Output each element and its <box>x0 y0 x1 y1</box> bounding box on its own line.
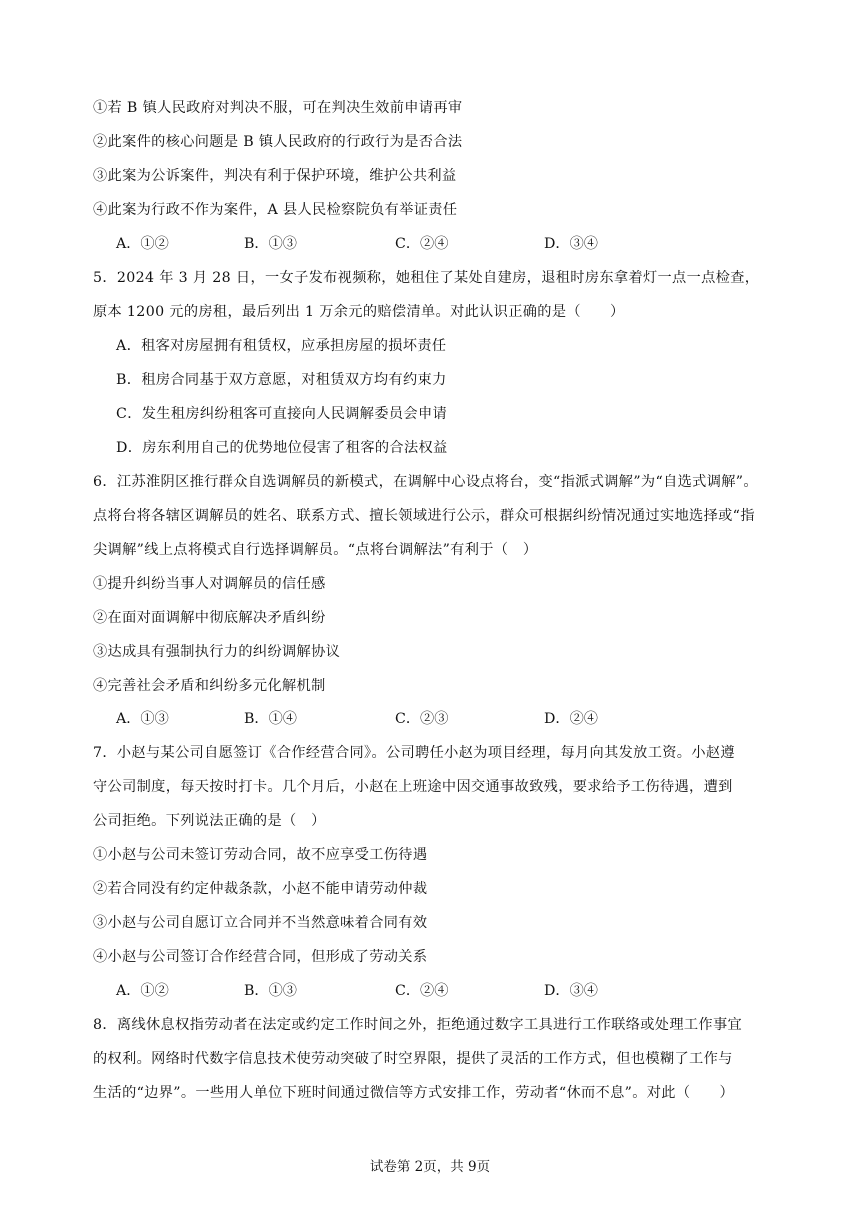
question-6-text: 点将台将各辖区调解员的姓名、联系方式、擅长领域进行公示，群众可根据纠纷情况通过实地选择或“指 <box>93 508 755 524</box>
statement-line: ①提升纠纷当事人对调解员的信任感 <box>93 576 326 592</box>
question-6-text: 尖调解”线上点将模式自行选择调解员。“点将台调解法”有利于（ ） <box>93 542 538 558</box>
option-d: D．③④ <box>544 236 598 252</box>
statement-line: ①小赵与公司未签订劳动合同，故不应享受工伤待遇 <box>93 847 428 863</box>
question-8-text: 8．离线休息权指劳动者在法定或约定工作时间之外，拒绝通过数字工具进行工作联络或处理工作事宜 <box>93 1017 743 1033</box>
option-c: C．②④ <box>395 236 449 252</box>
option-b: B．①④ <box>244 711 297 727</box>
option-d: D．房东利用自己的优势地位侵害了租客的合法权益 <box>116 440 448 456</box>
option-b: B．①③ <box>244 236 297 252</box>
option-c: C．发生租房纠纷租客可直接向人民调解委员会申请 <box>116 406 448 422</box>
question-7-text: 7．小赵与某公司自愿签订《合作经营合同》。公司聘任小赵为项目经理，每月向其发放工资。小赵遵 <box>93 745 735 761</box>
statement-line: ②在面对面调解中彻底解决矛盾纠纷 <box>93 610 326 626</box>
option-a: A．①③ <box>116 711 169 727</box>
option-a: A．租客对房屋拥有租赁权，应承担房屋的损坏责任 <box>116 338 447 354</box>
statement-line: ④此案为行政不作为案件，A 县人民检察院负有举证责任 <box>93 202 458 218</box>
statement-line: ④小赵与公司签订合作经营合同，但形成了劳动关系 <box>93 949 428 965</box>
question-5-text: 原本 1200 元的房租，最后列出 1 万余元的赔偿清单。对此认识正确的是（ ） <box>93 304 625 320</box>
statement-line: ②此案件的核心问题是 B 镇人民政府的行政行为是否合法 <box>93 134 463 150</box>
page-footer: 试卷第 2页，共 9页 <box>369 1159 491 1175</box>
statement-line: ③小赵与公司自愿订立合同并不当然意味着合同有效 <box>93 915 428 931</box>
option-d: D．③④ <box>544 983 598 999</box>
option-c: C．②③ <box>395 711 449 727</box>
question-8-text: 的权利。网络时代数字信息技术使劳动突破了时空界限，提供了灵活的工作方式，但也模糊了工作与 <box>93 1051 733 1067</box>
statement-line: ③此案为公诉案件，判决有利于保护环境，维护公共利益 <box>93 168 457 184</box>
option-a: A．①② <box>116 236 169 252</box>
question-5-text: 5．2024 年 3 月 28 日，一女子发布视频称，她租住了某处自建房，退租时房东拿着灯一点一点检查， <box>93 270 760 286</box>
question-7-text: 守公司制度，每天按时打卡。几个月后，小赵在上班途中因交通事故致残，要求给予工伤待遇，遭到 <box>93 779 733 795</box>
question-8-text: 生活的“边界”。一些用人单位下班时间通过微信等方式安排工作，劳动者“休而不息”。对此（ ） <box>93 1085 734 1101</box>
option-d: D．②④ <box>544 711 598 727</box>
question-6-text: 6．江苏淮阴区推行群众自选调解员的新模式，在调解中心设点将台，变“指派式调解”为“自选式调解”。 <box>93 474 758 490</box>
option-b: B．租房合同基于双方意愿，对租赁双方均有约束力 <box>116 372 447 388</box>
option-c: C．②④ <box>395 983 449 999</box>
option-a: A．①② <box>116 983 169 999</box>
statement-line: ④完善社会矛盾和纠纷多元化解机制 <box>93 678 326 694</box>
option-b: B．①③ <box>244 983 297 999</box>
statement-line: ①若 B 镇人民政府对判决不服，可在判决生效前申请再审 <box>93 100 463 116</box>
question-7-text: 公司拒绝。下列说法正确的是（ ） <box>93 813 326 829</box>
statement-line: ③达成具有强制执行力的纠纷调解协议 <box>93 644 341 660</box>
statement-line: ②若合同没有约定仲裁条款，小赵不能申请劳动仲裁 <box>93 881 428 897</box>
